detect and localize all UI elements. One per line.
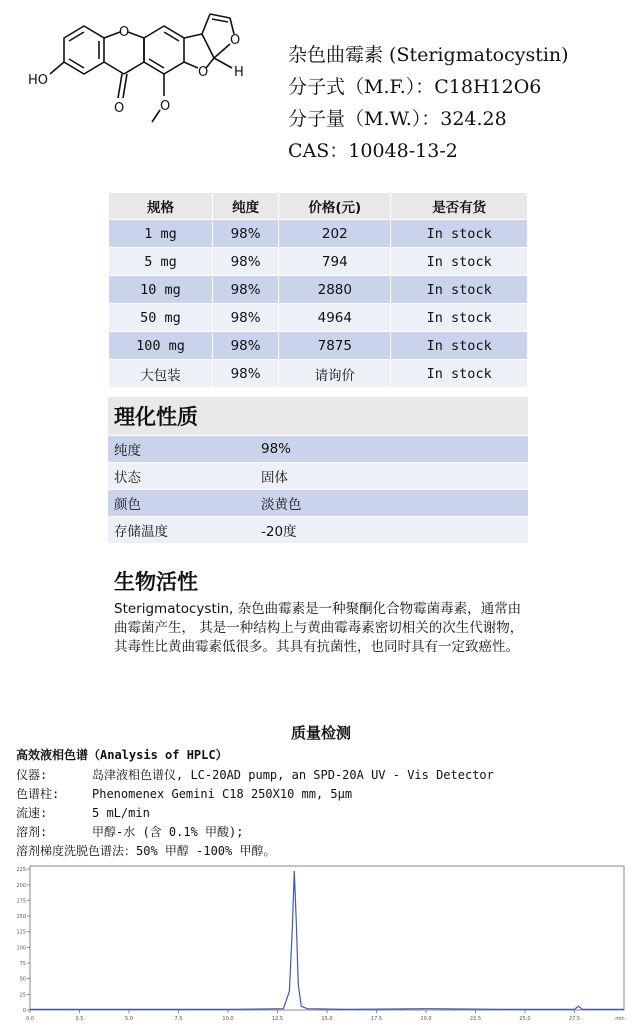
hplc-label: 流速: xyxy=(16,806,48,820)
cell-stock: In stock xyxy=(391,304,528,332)
qc-title: 质量检测 xyxy=(290,724,351,742)
y-tick-label: 200 xyxy=(16,882,26,889)
atom-label-o: O xyxy=(230,33,241,48)
prop-key: 颜色 xyxy=(108,490,255,517)
price-table xyxy=(108,192,528,388)
plot-frame xyxy=(30,866,624,1010)
cell-purity: 98% xyxy=(212,248,278,276)
atom-label-o: O xyxy=(160,99,171,114)
properties-header-blank xyxy=(255,397,528,436)
atom-label-o: O xyxy=(198,65,209,80)
x-tick-label: 27.5 xyxy=(568,1016,581,1022)
hplc-solvent xyxy=(16,823,243,840)
molecular-weight: 分子量（M.W.）：324.28 xyxy=(288,108,507,130)
hplc-column xyxy=(16,785,352,802)
cell-price: 2880 xyxy=(279,276,391,304)
header-stock: 是否有货 xyxy=(391,193,528,220)
x-tick-label: 17.5 xyxy=(370,1016,383,1022)
atom-label-h: H xyxy=(234,65,244,80)
cell-purity: 98% xyxy=(212,220,278,248)
prop-key: 存储温度 xyxy=(108,517,255,544)
table-row xyxy=(108,463,528,490)
properties-header xyxy=(108,397,528,436)
prop-value: 固体 xyxy=(255,463,528,490)
hplc-label: 溶剂: xyxy=(16,825,48,839)
y-tick-label: 175 xyxy=(16,898,26,905)
cell-price: 请询价 xyxy=(279,360,391,388)
cell-stock: In stock xyxy=(391,248,528,276)
price-table-header xyxy=(109,193,528,220)
cell-spec: 100 mg xyxy=(109,332,213,360)
cell-purity: 98% xyxy=(212,360,278,388)
x-tick-label: 15.0 xyxy=(321,1016,333,1022)
x-tick-label: min xyxy=(615,1016,625,1022)
cell-spec: 50 mg xyxy=(109,304,213,332)
hplc-label: 仪器: xyxy=(16,768,48,782)
hplc-value: 岛津液相色谱仪, LC-20AD pump, an SPD-20A UV - Vis Detector xyxy=(92,768,494,782)
hplc-title: 高效液相色谱（Analysis of HPLC） xyxy=(16,748,228,762)
cell-price: 4964 xyxy=(279,304,391,332)
atom-label-ho: HO xyxy=(28,73,49,88)
cell-stock: In stock xyxy=(391,276,528,304)
cell-purity: 98% xyxy=(212,332,278,360)
x-tick-label: 20.0 xyxy=(420,1016,432,1022)
y-tick-label: 225 xyxy=(16,867,26,874)
compound-name: 杂色曲霉素 (Sterigmatocystin) xyxy=(288,44,569,66)
molecule-structure xyxy=(24,10,264,175)
y-tick-label: 75 xyxy=(19,961,26,968)
y-tick-label: 25 xyxy=(19,992,26,999)
cell-stock: In stock xyxy=(391,220,528,248)
x-tick-label: 5.0 xyxy=(125,1016,133,1022)
atom-label-o: O xyxy=(114,101,125,116)
chromatogram-trace xyxy=(30,871,624,1009)
properties-table xyxy=(108,397,528,543)
table-row xyxy=(109,220,528,248)
hplc-chromatogram xyxy=(12,860,630,1030)
cell-purity: 98% xyxy=(212,304,278,332)
molecular-formula: 分子式（M.F.）：C18H12O6 xyxy=(288,76,542,98)
prop-value: -20度 xyxy=(255,517,528,544)
hplc-value: 5 mL/min xyxy=(92,806,150,820)
table-row xyxy=(109,276,528,304)
x-tick-label: 0.0 xyxy=(26,1016,34,1022)
cell-stock: In stock xyxy=(391,360,528,388)
y-tick-label: 125 xyxy=(16,929,26,936)
y-tick-label: 50 xyxy=(19,976,26,983)
atom-label-o: O xyxy=(119,25,130,40)
bio-activity-text: Sterigmatocystin, 杂色曲霉素是一种聚酮化合物霉菌毒素，通常由曲霉菌产生， 其是一种结构上与黄曲霉毒素密切相关的次生代谢物，其毒性比黄曲霉素低很多。其具有抗菌性，也同时具有一定致癌性。 xyxy=(114,601,524,655)
y-tick-label: 150 xyxy=(16,914,26,921)
x-tick-label: 12.5 xyxy=(271,1016,284,1022)
cas-number: CAS：10048-13-2 xyxy=(288,140,458,162)
prop-value: 淡黄色 xyxy=(255,490,528,517)
cell-purity: 98% xyxy=(212,276,278,304)
hplc-value: Phenomenex Gemini C18 250X10 mm, 5μm xyxy=(92,787,353,801)
header-purity: 纯度 xyxy=(212,193,278,220)
cell-price: 7875 xyxy=(279,332,391,360)
hplc-instrument xyxy=(16,766,494,783)
table-row xyxy=(108,517,528,544)
x-tick-label: 7.5 xyxy=(174,1016,183,1022)
prop-value: 98% xyxy=(255,436,528,463)
prop-key: 状态 xyxy=(108,463,255,490)
table-row xyxy=(109,248,528,276)
properties-title: 理化性质 xyxy=(108,397,255,436)
header-price: 价格(元) xyxy=(279,193,391,220)
cell-spec: 1 mg xyxy=(109,220,213,248)
table-row xyxy=(109,360,528,388)
prop-key: 纯度 xyxy=(108,436,255,463)
cell-spec: 5 mg xyxy=(109,248,213,276)
hplc-value: 甲醇-水 (含 0.1% 甲酸); xyxy=(92,825,244,839)
y-tick-label: 0 xyxy=(22,1008,26,1014)
table-row xyxy=(108,490,528,517)
x-tick-label: 22.5 xyxy=(469,1016,482,1022)
x-tick-label: 10.0 xyxy=(222,1016,234,1022)
y-tick-label: 100 xyxy=(16,945,26,952)
bio-activity-title: 生物活性 xyxy=(114,570,198,594)
hplc-label: 色谱柱: xyxy=(16,787,60,801)
cell-stock: In stock xyxy=(391,332,528,360)
header-spec: 规格 xyxy=(109,193,213,220)
cell-spec: 10 mg xyxy=(109,276,213,304)
table-row xyxy=(109,332,528,360)
cell-price: 202 xyxy=(279,220,391,248)
hplc-flow xyxy=(16,804,150,821)
x-tick-label: 25.0 xyxy=(519,1016,531,1022)
table-row xyxy=(109,304,528,332)
cell-price: 794 xyxy=(279,248,391,276)
cell-spec: 大包装 xyxy=(109,360,213,388)
table-row xyxy=(108,436,528,463)
x-tick-label: 2.5 xyxy=(75,1016,84,1022)
hplc-gradient: 溶剂梯度洗脱色谱法：50% 甲醇 -100% 甲醇。 xyxy=(16,844,276,858)
